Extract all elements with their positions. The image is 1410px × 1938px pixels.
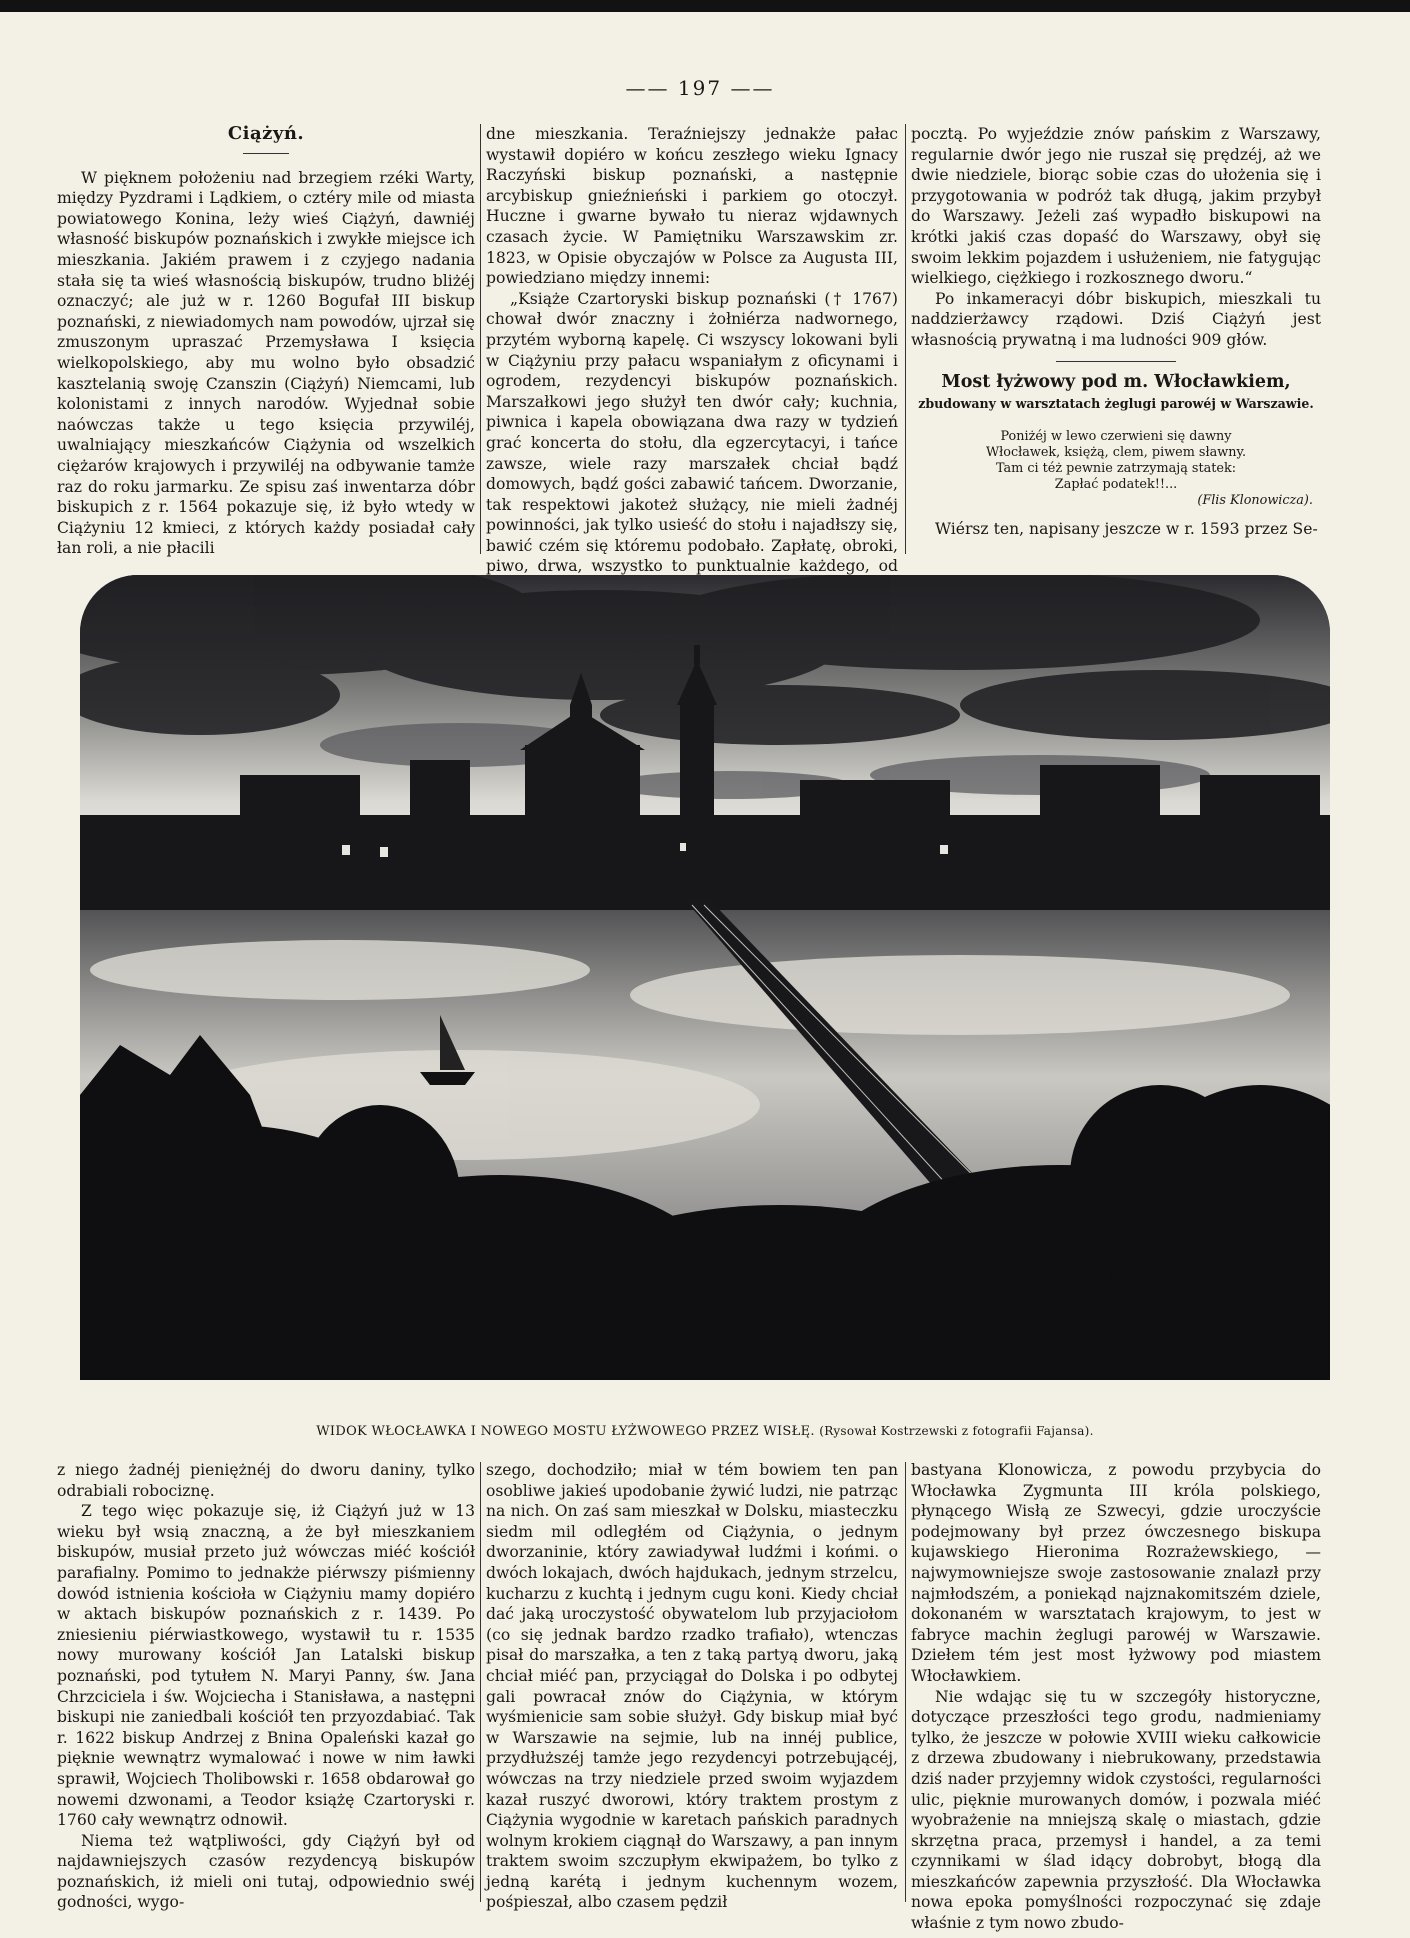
engraving-illustration — [80, 575, 1330, 1380]
paragraph: Nie wdając się tu w szczegóły historyczne, dotyczące przeszłości tego grodu, nadmieniamy tylko, że jeszcze w połowie XVIII wieku całkowicie z drzewa zbudowany i niebrukowany, przedstawia dziś nader przyjemny widok czystości, regularności ulic, pięknie murowanych domów, i pozwala miéć wyobrażenie na mniejszą skalę o miastach, gdzie skrzętna praca, przemysł i handel, a za temi czynnikami w ślad idący dobrobyt, błogą dla mieszkańców zapewnia przyszłość. Dla Włocławka nowa epoka pomyślności rozpoczynać się zdaje właśnie z tym nowo zbudo- — [911, 1687, 1321, 1933]
paragraph: bastyana Klonowicza, z powodu przybycia do Włocławka Zygmunta III króla polskiego, płynącego Wisłą ze Szwecyi, gdzie uroczyście podejmowany był przez ówczesnego biskupa kujawskiego Hieronima Rozrażewskiego, — najwymowniejsze swoje zastosowanie znalazł przy najmłodszém, a poniekąd najznakomitszém dziele, dokonaném w warsztatach krajowym, to jest w fabryce machin żeglugi parowéj w Warszawie. Dziełem tém jest most łyżwowy pod miastem Włocławkiem. — [911, 1461, 1321, 1685]
paragraph: dne mieszkania. Teraźniejszy jednakże pałac wystawił dopiéro w końcu zeszłego wieku Ignacy Raczyński biskup poznański, a następnie arcybiskup gnieźnieński i parkiem go otoczył. Huczne i gwarne bywało tu nieraz wjdawnych czasach życie. W Pamiętniku Warszawskim zr. 1823, w Opisie obyczajów w Polsce za Augusta III, powiedziano między innemi: — [486, 125, 898, 288]
engraving-drawing — [80, 575, 1330, 1380]
column-divider — [905, 124, 906, 554]
poem-line: Tam ci téż pewnie zatrzymają statek: — [995, 460, 1237, 476]
poem-author: (Flis Klonowicza). — [1197, 492, 1313, 508]
section-rule — [1056, 361, 1176, 362]
poem-line: Poniżéj w lewo czerwieni się dawny — [1000, 428, 1232, 444]
column-divider — [480, 1462, 481, 1902]
page-number: —— 197 —— — [625, 76, 775, 100]
epigraph-poem — [911, 429, 1321, 509]
bottom-column-3 — [911, 1460, 1321, 1934]
paragraph-quote: „Książe Czartoryski biskup poznański († 1767) chował dwór znaczny i żołniérza nadwornego, przytém wyborną kapelę. Ci wszyscy lokowani byli w Ciążyniu przy pałacu wspaniałym z oficynami i ogrodem, rezydencyi biskupów poznańskich. Marszałkowi jego służył ten dwór cały; kuchnia, piwnica i kapela obowiązana dwa razy w tydzień grać koncerta do stołu, dla egzercytacyi, i tańce zawsze, wiele razy marszałek chciał bądź domowych, bądź gości zabawić tańcem. Dworzanie, tak respektowi jakoteż służący, nie mieli żadnéj powinności, jak tylko usieść do stołu i najadłszy się, bawić czém się któremu podobało. Zapłatę, obroki, piwo, drwa, wszystko to punktualnie każdego, od — [486, 289, 898, 576]
article-title-most: Most łyżwowy pod m. Włocławkiem, — [941, 371, 1291, 392]
column-divider — [480, 124, 481, 554]
paragraph: szego, dochodziło; miał w tém bowiem ten pan osobliwe jakieś upodobanie żywić ludzi, nie patrząc na nich. On zaś sam mieszkał w Dolsku, miasteczku siedm mil odległém od Ciążynia, o jednym dworzaninie, który zawiadywał ludźmi i końmi. o dwóch lokajach, dwóch hajdukach, jednym strzelcu, kucharzu z kuchtą i jednym cugu koni. Kiedy chciał dać jaką uroczystość obywatelom lub przyjaciołom (co się jednak bardzo rzadko trafiało), wtenczas pisał do marszałka, a ten z taką partyą dworu, jaką chciał miéć pan, przyciągał do Dolska i po odbytej gali powracał znów do Ciążynia, w którym wyśmienicie sam sobie służył. Gdy biskup miał być w Warszawie na sejmie, lub na innéj publice, przydłuższéj tamże jego rezydencyi potrzebującéj, wówczas na trzy niedziele przed swoim wyjazdem kazał ruszyć dworowi, który traktem prostym z Ciążynia wygodnie w karetach pańskich paradnych wolnym krokiem ciągnął do Warszawy, a pan innym traktem swoim szczupłym ekwipażem, bo tylko z jedną karétą i jednym kuchennym wozem, pośpieszał, albo czasem pędził — [486, 1461, 898, 1912]
figure-caption — [80, 1424, 1330, 1439]
poem-line: Zapłać podatek!!... — [1054, 476, 1178, 492]
paragraph: pocztą. Po wyjeździe znów pańskim z Warszawy, regularnie dwór jego nie ruszał się prędzéj, aż we dwie niedziele, biorąc sobie czas do ułożenia się i przygotowania w podróż tak długą, jakim przybył do Warszawy. Jeżeli zaś wypadło biskupowi na krótki jakiś czas dopaść do Warszawy, obył się swoim lekkim pojazdem i usłużeniem, nie fatygując wielkiego, ciężkiego i rozkosznego dworu.“ — [911, 125, 1321, 288]
page-number-value: 197 — [677, 76, 723, 100]
column-divider — [905, 1462, 906, 1902]
article-title-ciazyn: Ciążyń. — [227, 123, 305, 144]
paragraph: z niego żadnéj pieniężnéj do dworu daniny, tylko odrabiali robociznę. — [57, 1461, 475, 1500]
paragraph: W pięknem położeniu nad brzegiem rzéki Warty, między Pyzdrami i Lądkiem, o cztéry mile od miasta powiatowego Konina, leży wieś Ciążyń, dawniéj własność biskupów poznańskich i zwykłe miejsce ich mieszkania. Jakiém prawem i z czyjego nadania stała się ta wieś własnością biskupów, trudno bliżéj oznaczyć; ale już w r. 1260 Bogufał III biskup poznański, z niewiadomych nam powodów, ujrzał się zmuszonym upraszać Przemysława I księcia wielkopolskiego, aby mu wolno było obsadzić kasztelanią swoję Czanszin (Ciążyń) Niemcami, lub kolonistami z innych narodów. Wyjednał sobie naówczas także u tego księcia przywiléj, uwalniający mieszkańców Ciążynia od wszelkich ciężarów krajowych i przywiléj na odbywanie tamże raz do roku jarmarku. Ze spisu zaś inwentarza dóbr biskupich z r. 1564 pokazuje się, iż było wtedy w Ciążyniu 12 kmieci, z których każdy posiadał cały łan roli, a nie płacili — [57, 168, 475, 558]
paragraph: Wiérsz ten, napisany jeszcze w r. 1593 przez Se- — [935, 519, 1318, 538]
top-column-1 — [57, 124, 475, 559]
bottom-column-2 — [486, 1460, 898, 1913]
title-rule — [243, 153, 289, 154]
paragraph: Po inkameracyi dóbr biskupich, mieszkali tu naddzierżawcy rządowi. Dziś Ciążyń jest własnością prywatną i ma ludności 909 głów. — [911, 289, 1321, 349]
article-subtitle: zbudowany w warsztatach żeglugi parowéj w Warszawie. — [918, 396, 1314, 412]
top-column-3 — [911, 124, 1321, 539]
caption-title: WIDOK WŁOCŁAWKA I NOWEGO MOSTU ŁYŻWOWEGO PRZEZ WISŁĘ. — [316, 1424, 815, 1439]
paragraph: Niema też wątpliwości, gdy Ciążyń był od najdawniejszych czasów rezydencyą biskupów poznańskich, iż mieli oni tutaj, odpowiednio swéj godności, wygo- — [57, 1831, 475, 1912]
page-top-border — [0, 0, 1410, 12]
caption-credit: (Rysował Kostrzewski z fotografii Fajansa). — [819, 1424, 1094, 1438]
bottom-column-1 — [57, 1460, 475, 1913]
top-column-2 — [486, 124, 898, 598]
poem-line: Włocławek, księżą, clem, piwem sławny. — [985, 444, 1247, 460]
paragraph: Z tego więc pokazuje się, iż Ciążyń już w 13 wieku był wsią znaczną, a że był mieszkaniem biskupów, musiał przeto już wówczas miéć kościół parafialny. Pomimo to jednakże piérwszy piśmienny dowód istnienia kościoła w Ciążyniu mamy dopiéro w aktach biskupów poznańskich z r. 1439. Po zniesieniu piérwiastkowego, wystawił tu r. 1535 nowy murowany kościół Jan Latalski biskup poznański, pod tytułem N. Maryi Panny, św. Jana Chrzciciela i św. Wojciecha i Stanisława, a następni biskupi nie zaniedbali kościół ten przyozdabiać. Tak r. 1622 biskup Andrzej z Bnina Opaleński kazał go pięknie wewnątrz wymalować i nowe w nim ławki sprawił, Wojciech Tholibowski r. 1658 obdarował go nowemi dzwonami, a Teodor książę Czartoryski r. 1760 cały wewnątrz odnowił. — [57, 1502, 475, 1830]
